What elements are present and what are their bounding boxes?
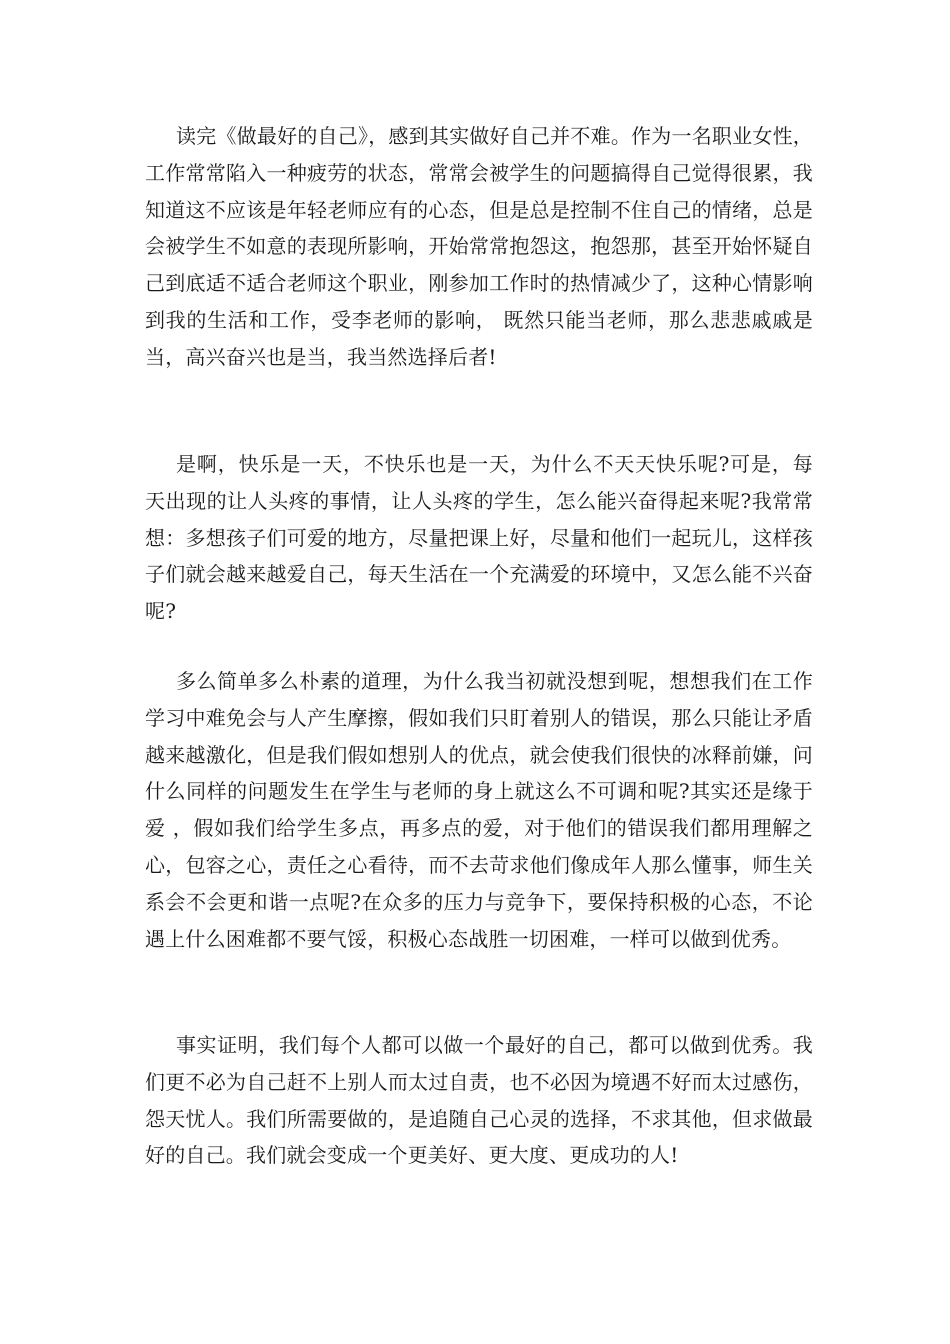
paragraph-4: 事实证明，我们每个人都可以做一个最好的自己，都可以做到优秀。我们更不必为自己赶不上别人而太过自责，也不必因为境遇不好而太过感伤，怨天忧人。我们所需要做的，是追随自己心灵的选择，不求其他，但求做最好的自己。我们就会变成一个更美好、更大度、更成功的人! — [145, 1033, 813, 1168]
paragraph-3: 多么简单多么朴素的道理，为什么我当初就没想到呢，想想我们在工作学习中难免会与人产生摩擦，假如我们只盯着别人的错误，那么只能让矛盾越来越激化，但是我们假如想别人的优点，就会使我们很快的冰释前嫌，问什么同样的问题发生在学生与老师的身上就这么不可调和呢?其实还是缘于 爱 ，假如我们给学生多点，再多点的爱，对于他们的错误我们都用理解之心，包容之心，责任之心看待，而不去苛求他们像成年人那么懂事，师生关系会不会更和谐一点呢?在众多的压力与竞争下，要保持积极的心态，不论遇上什么困难都不要气馁，积极心态战胜一切困难，一样可以做到优秀。 — [145, 669, 813, 951]
paragraph-2: 是啊，快乐是一天，不快乐也是一天，为什么不天天快乐呢?可是，每天出现的让人头疼的事情，让人头疼的学生，怎么能兴奋得起来呢?我常常想：多想孩子们可爱的地方，尽量把课上好，尽量和他们一起玩儿，这样孩子们就会越来越爱自己，每天生活在一个充满爱的环境中，又怎么能不兴奋呢? — [145, 452, 813, 624]
paragraph-1: 读完《做最好的自己》，感到其实做好自己并不难。作为一名职业女性，工作常常陷入一种疲劳的状态，常常会被学生的问题搞得自己觉得很累，我知道这不应该是年轻老师应有的心态，但是总是控制不住自己的情绪，总是会被学生不如意的表现所影响，开始常常抱怨这，抱怨那，甚至开始怀疑自己到底适不适合老师这个职业，刚参加工作时的热情减少了，这种心情影响到我的生活和工作，受李老师的影响， 既然只能当老师，那么悲悲戚戚是当，高兴奋兴也是当，我当然选择后者! — [145, 124, 813, 369]
